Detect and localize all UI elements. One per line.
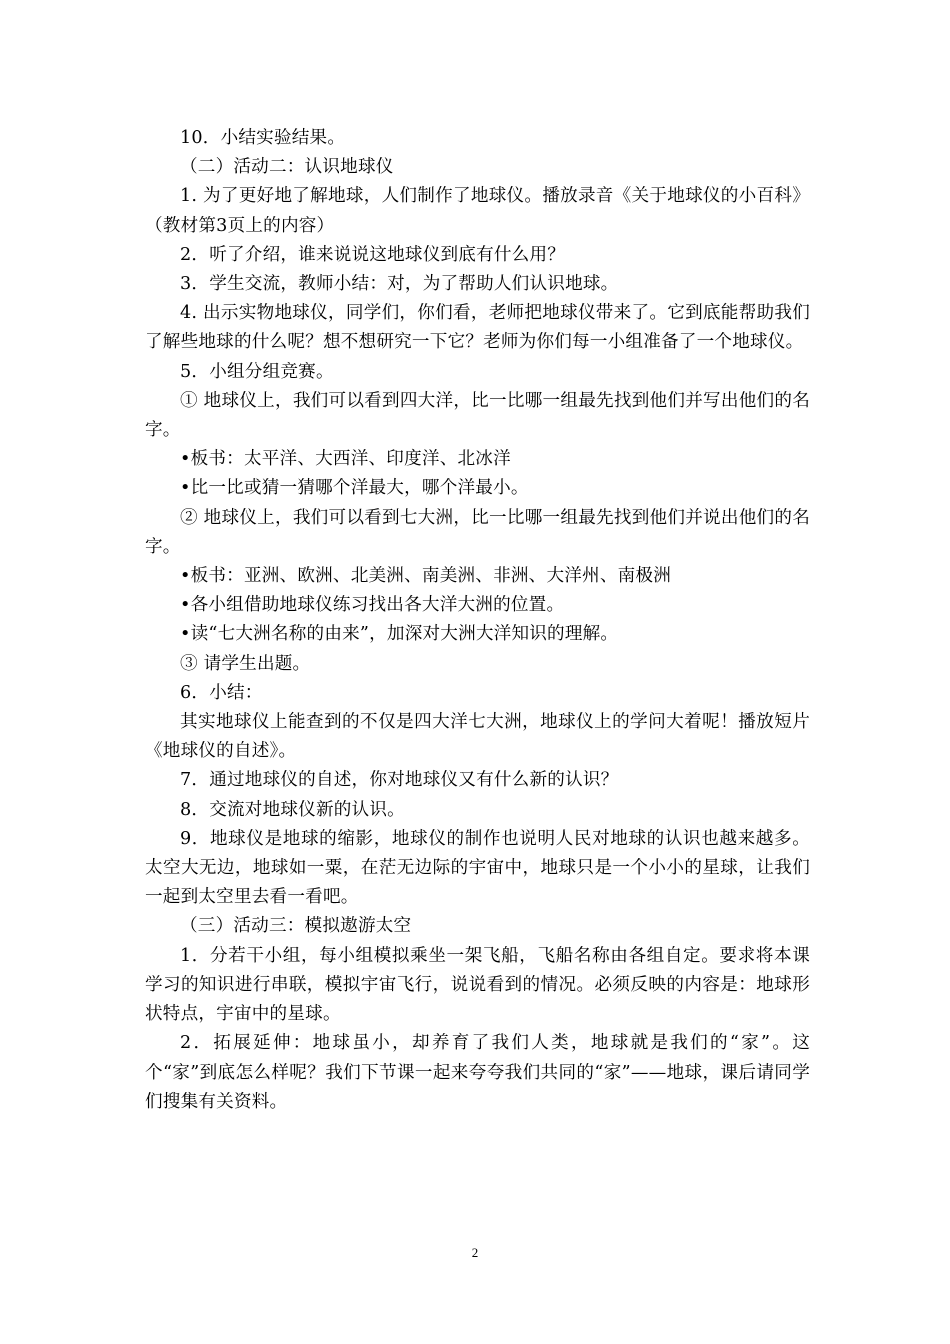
bullet-item: •板书：太平洋、大西洋、印度洋、北冰洋	[180, 449, 511, 470]
paragraph: 5．小组分组竞赛。	[180, 361, 334, 382]
paragraph: 1. 为了更好地了解地球，人们制作了地球仪。播放录音《关于地球仪的小百科》（教材第3页上的内容）	[145, 186, 810, 236]
page-number: 2	[471, 1245, 479, 1260]
paragraph: 2．听了介绍，谁来说说这地球仪到底有什么用？	[180, 244, 566, 265]
paragraph: 其实地球仪上能查到的不仅是四大洋七大洲，地球仪上的学问大着呢！播放短片《地球仪的自述》。	[145, 712, 810, 762]
document-body	[145, 124, 810, 1117]
paragraph: 2．拓展延伸：地球虽小，却养育了我们人类，地球就是我们的“家”。这个“家”到底怎么样呢？我们下节课一起来夸夸我们共同的“家”——地球，课后请同学们搜集有关资料。	[145, 1033, 810, 1112]
paragraph: ③ 请学生出题。	[180, 653, 311, 674]
paragraph: 9．地球仪是地球的缩影，地球仪的制作也说明人民对地球的认识也越来越多。太空大无边，地球如一粟，在茫无边际的宇宙中，地球只是一个小小的星球，让我们一起到太空里去看一看吧。	[145, 828, 810, 908]
paragraph: ② 地球仪上，我们可以看到七大洲，比一比哪一组最先找到他们并说出他们的名字。	[145, 507, 810, 557]
bullet-item: •比一比或猜一猜哪个洋最大，哪个洋最小。	[180, 478, 529, 499]
paragraph: 8．交流对地球仪新的认识。	[180, 799, 405, 820]
paragraph: 4. 出示实物地球仪，同学们，你们看，老师把地球仪带来了。它到底能帮助我们了解些地球的什么呢？想不想研究一下它？老师为你们每一小组准备了一个地球仪。	[145, 303, 810, 353]
bullet-item: •读“七大洲名称的由来”，加深对大洲大洋知识的理解。	[180, 624, 619, 645]
bullet-item: •各小组借助地球仪练习找出各大洋大洲的位置。	[180, 595, 565, 616]
paragraph: 7．通过地球仪的自述，你对地球仪又有什么新的认识？	[180, 770, 619, 791]
bullet-item: •板书：亚洲、欧洲、北美洲、南美洲、非洲、大洋州、南极洲	[180, 566, 672, 587]
section-heading: （二）活动二：认识地球仪	[180, 157, 394, 178]
paragraph: 3．学生交流，教师小结：对，为了帮助人们认识地球。	[180, 274, 619, 295]
paragraph: 10．小结实验结果。	[180, 128, 346, 148]
paragraph: 6．小结：	[180, 682, 263, 703]
section-heading: （三）活动三：模拟遨游太空	[180, 916, 412, 937]
paragraph: ① 地球仪上，我们可以看到四大洋，比一比哪一组最先找到他们并写出他们的名字。	[145, 390, 810, 441]
paragraph: 1．分若干小组，每小组模拟乘坐一架飞船，飞船名称由各组自定。要求将本课学习的知识进行串联，模拟宇宙飞行，说说看到的情况。必须反映的内容是：地球形状特点，宇宙中的星球。	[145, 945, 810, 1025]
